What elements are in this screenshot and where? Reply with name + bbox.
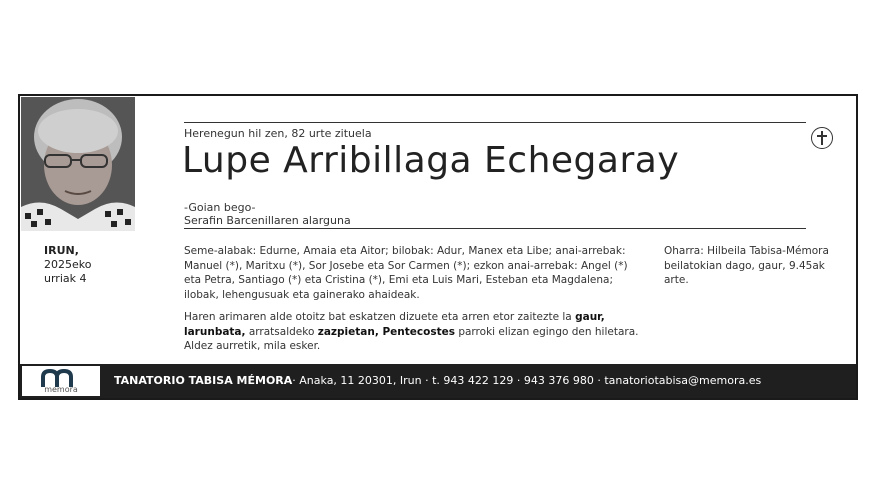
date-year: 2025eko — [44, 258, 92, 271]
rip-line: -Goian bego- — [184, 201, 256, 214]
funeral-home-name: TANATORIO TABISA MÉMORA — [114, 374, 293, 387]
spouse-line: Serafin Barcenillaren alarguna — [184, 214, 351, 227]
cross-icon — [811, 127, 833, 149]
place-date — [44, 244, 91, 286]
death-line: Herenegun hil zen, 82 urte zituela — [184, 127, 372, 140]
left-column — [20, 96, 137, 364]
place-city: IRUN, — [44, 244, 79, 257]
logo-text: memora — [44, 385, 78, 394]
prayer-text — [184, 310, 654, 354]
portrait-photo — [21, 97, 135, 231]
prayer-part-1: Haren arimaren alde otoitz bat eskatzen dizuete eta arren etor zaitezte la — [184, 311, 576, 323]
prayer-bold-1: gaur, larunbata, — [184, 311, 605, 338]
prayer-part-2: arratsaldeko — [245, 325, 318, 338]
funeral-home-details: · Anaka, 11 20301, Irun · t. 943 422 129 · 943 376 980 · tanatoriotabisa@memora.es — [292, 374, 762, 387]
prayer-bold-2: zazpietan, Pentecostes — [317, 325, 455, 338]
obituary-card — [18, 94, 858, 400]
family-list: Seme-alabak: Edurne, Amaia eta Aitor; bilobak: Adur, Manex eta Libe; anai-arrebak: Manuel (*), Maritxu (*), Sor Josebe eta Sor Carmen (*); ezkon anai-arrebak: Angel (*) eta Petra, Santiago (*) eta Cristina (*), Emi eta Luis Mari, Esteban eta Magdalena; ilobak, lehengusuak eta gainerako ahaideak. — [184, 245, 628, 301]
wake-note: Oharra: Hilbeila Tabisa-Mémora beilatokian dago, gaur, 9.45ak arte. — [664, 245, 829, 286]
mid-rule — [184, 228, 806, 229]
prayer-part-3: parroki elizan egingo den hiletara. Aldez aurretik, mila esker. — [184, 325, 639, 352]
date-day: urriak 4 — [44, 272, 87, 285]
memora-logo-icon — [22, 366, 100, 396]
top-rule — [184, 122, 806, 123]
footer-bar — [20, 364, 856, 398]
footer-info — [114, 374, 761, 387]
deceased-name: Lupe Arribillaga Echegaray — [182, 140, 680, 181]
